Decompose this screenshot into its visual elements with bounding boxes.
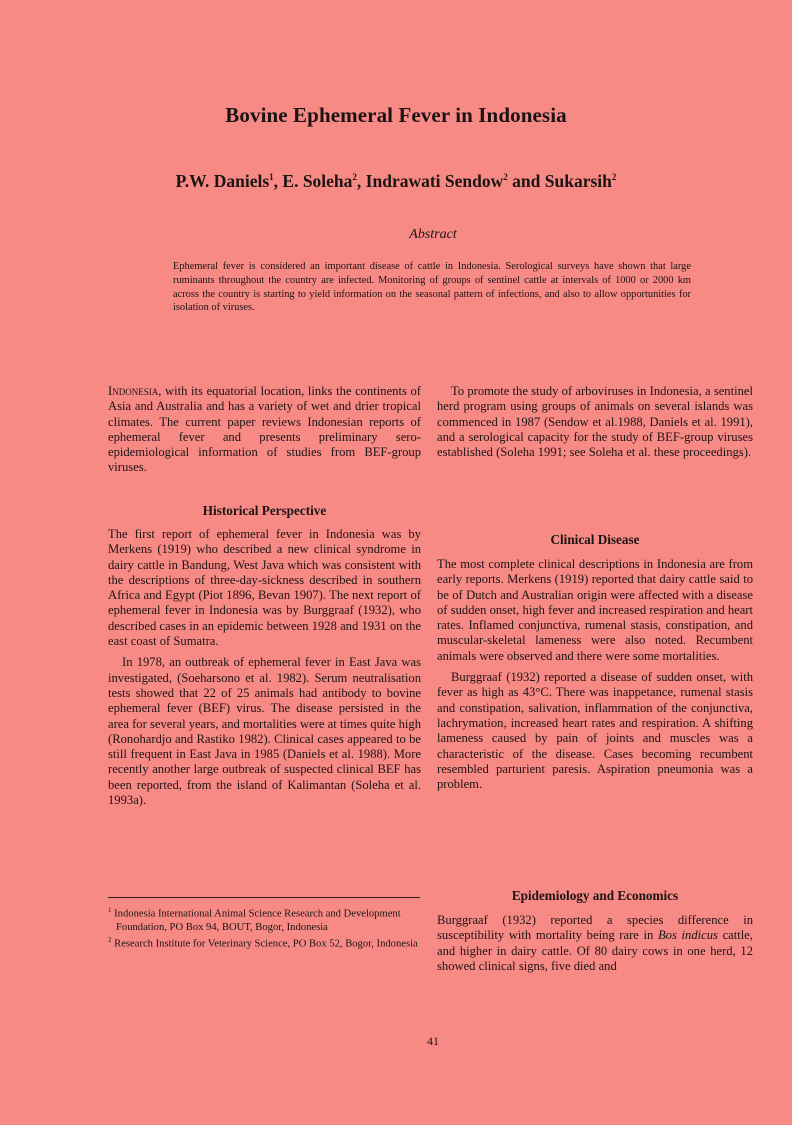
- intro-paragraph: [108, 384, 421, 476]
- body-paragraph: To promote the study of arboviruses in Indonesia, a sentinel herd program using groups of animals on several islands was commenced in 1987 (Sendow et al.1988, Daniels et al. 1991), and a serological capacity for the study of BEF-group viruses established (Soleha 1991; see Soleha et al. these proceedings).: [437, 384, 753, 460]
- author-name: E. Soleha: [282, 171, 353, 191]
- footnote-divider: [108, 897, 420, 898]
- footnote-1: [108, 904, 424, 934]
- body-paragraph: The most complete clinical descriptions in Indonesia are from early reports. Merkens (1919) reported that dairy cattle said to be of Dutch and Australian origin were affected with a disease of sudden onset, high fever and increased respiration and heart rates. Inflamed conjunctiva, rumenal stasis, constipation, and muscular-skeletal lameness were also noted. Recumbent animals were observed and there were some mortalities.: [437, 557, 753, 663]
- abstract-heading: Abstract: [409, 227, 457, 242]
- author-separator: ,: [356, 171, 366, 191]
- author-separator: and: [507, 171, 545, 191]
- footnote-text: Research Institute for Veterinary Science, PO Box 52, Bogor, Indonesia: [111, 938, 418, 950]
- body-text: cattle, and higher in dairy cattle. Of 80 dairy cows in one herd, 12 showed clinical signs, five died and: [437, 928, 753, 973]
- page-number: 41: [427, 1034, 439, 1048]
- epidemiology-section: [437, 913, 753, 974]
- affiliation-marker: 2: [503, 172, 508, 183]
- body-paragraph: [437, 913, 753, 974]
- author-separator: ,: [273, 171, 283, 191]
- sentinel-paragraph: [437, 384, 753, 460]
- section-heading-historical: Historical Perspective: [202, 503, 327, 518]
- intro-text: , with its equatorial location, links the continents of Asia and Australia and has a variety of wet and drier tropical climates. The current paper reviews Indonesian reports of ephemeral fever and presents preliminary sero-epidemiological information of studies from BEF-group viruses.: [108, 384, 421, 475]
- footnotes: [108, 904, 424, 950]
- author-name: P.W. Daniels: [175, 171, 270, 191]
- species-name: Bos indicus: [657, 928, 718, 943]
- paper-title: Bovine Ephemeral Fever in Indonesia: [225, 103, 567, 127]
- historical-section: [108, 527, 421, 808]
- footnote-text: Indonesia International Animal Science Research and Development Foundation, PO Box 94, BOUT, Bogor, Indonesia: [111, 908, 401, 933]
- affiliation-marker: 2: [611, 172, 617, 183]
- body-text: Burggraaf (1932) reported a species difference in susceptibility with mortality being rare in: [437, 913, 753, 943]
- body-paragraph: Burggraaf (1932) reported a disease of sudden onset, with fever as high as 43°C. There was inappetance, rumenal stasis and constipation, salivation, inflammation of the conjunctiva, lachrymation, increased heart rates and respiration. A shifting lameness caused by pain of joints and muscles was a characteristic of the disease. Cases becoming recumbent resembled parturient paresis. Aspiration pneumonia was a problem.: [437, 670, 753, 792]
- footnote-2: [108, 934, 424, 951]
- author-name: Sukarsih: [544, 171, 612, 191]
- affiliation-marker: 1: [269, 172, 274, 183]
- intro-lead-word: Indonesia: [108, 384, 159, 398]
- clinical-section: [437, 557, 753, 792]
- abstract-text: Ephemeral fever is considered an important disease of cattle in Indonesia. Serological surveys have shown that large ruminants throughout the country are infected. Monitoring of groups of sentinel cattle at intervals of 1000 or 2000 km across the country is starting to yield information on the seasonal pattern of infections, and also to allow opportunities for isolation of viruses.: [173, 261, 691, 314]
- body-paragraph: In 1978, an outbreak of ephemeral fever in East Java was investigated, (Soeharsono et al. 1982). Serum neutralisation tests showed that 22 of 25 animals had antibody to bovine ephemeral fever (BEF) virus. The disease persisted in the area for several years, and mortalities were at times quite high (Ronohardjo and Rastiko 1982). Clinical cases appeared to be still frequent in East Java in 1985 (Daniels et al. 1988). More recently another large outbreak of suspected clinical BEF has been reported, from the island of Kalimantan (Soleha et al. 1993a).: [108, 655, 421, 808]
- section-heading-clinical: Clinical Disease: [550, 532, 640, 547]
- affiliation-marker: 2: [352, 172, 357, 183]
- section-heading-epidemiology: Epidemiology and Economics: [511, 888, 679, 903]
- author-list: [0, 171, 792, 192]
- footnote-marker: 2: [108, 935, 112, 944]
- footnote-marker: 1: [108, 906, 112, 914]
- author-name: Indrawati Sendow: [365, 171, 504, 191]
- body-paragraph: The first report of ephemeral fever in Indonesia was by Merkens (1919) who described a new clinical syndrome in dairy cattle in Bandung, West Java which was consistent with the descriptions of three-day-sickness described in southern Africa and Egypt (Piot 1896, Bevan 1907). The next report of ephemeral fever in Indonesia was by Burggraaf (1932), who described cases in an epidemic between 1928 and 1931 on the east coast of Sumatra.: [108, 527, 421, 649]
